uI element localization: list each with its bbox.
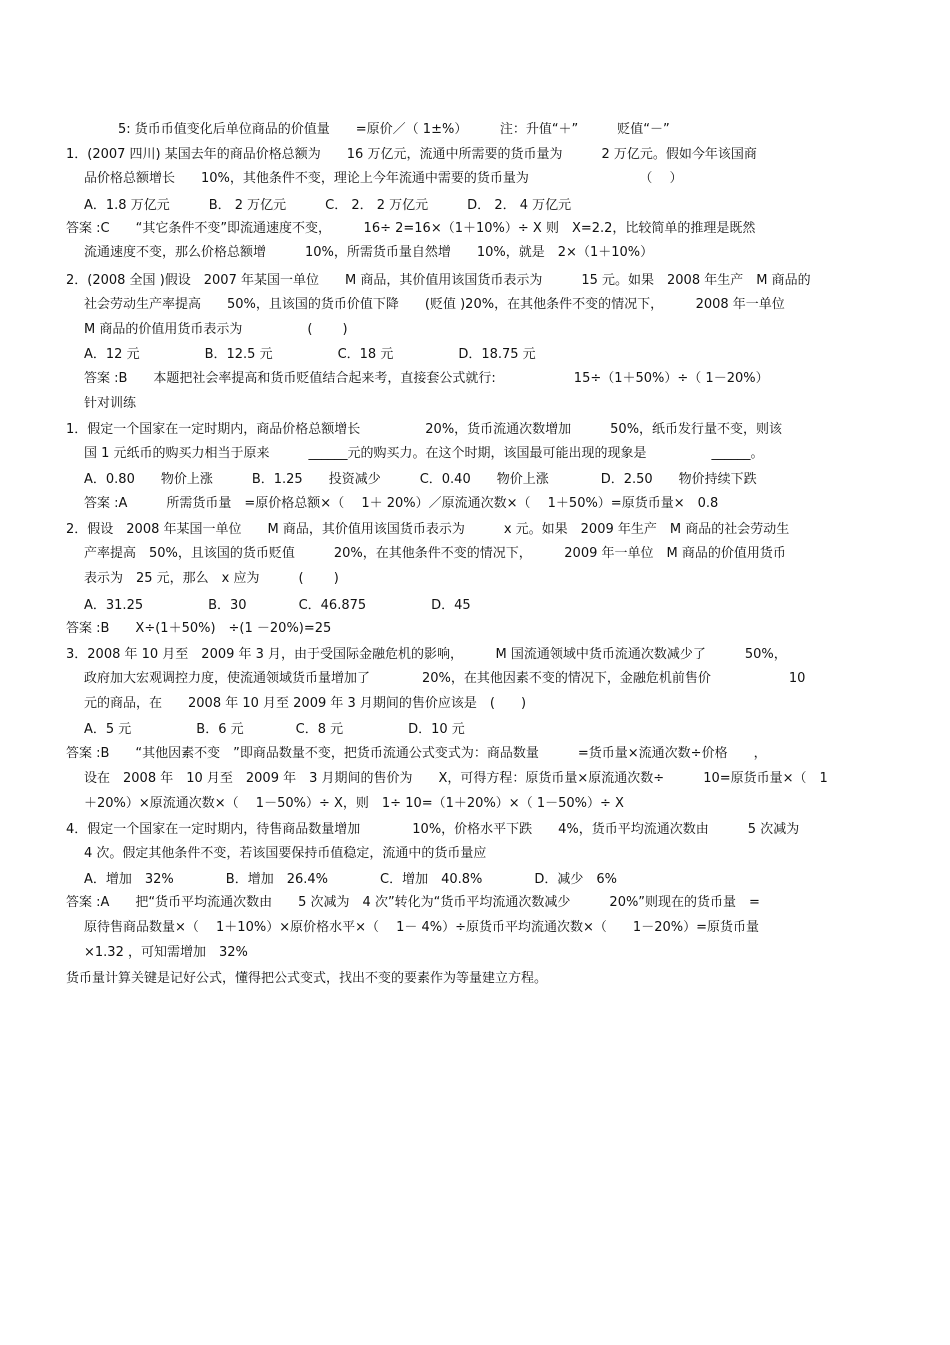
practice-4-answer-line-1: 答案 :A 把“货币平均流通次数由 5 次减为 4 次”转化为“货币平均流通次数减少 20%”则现在的货币量 =	[66, 895, 760, 910]
example-2-answer: 答案 :B 本题把社会率提高和货币贬值结合起来考，直接套公式就行: 15÷（1＋50%）÷（ 1－20%）	[84, 371, 769, 386]
practice-4-answer-line-2: 原待售商品数量×（ 1＋10%）×原价格水平×（ 1－ 4%）÷原货币平均流通次数×（ 1－20%）=原货币量	[84, 920, 759, 935]
example-1-question-line-2: 品价格总额增长 10%，其他条件不变，理论上今年流通中需要的货币量为 （ ）	[84, 171, 683, 186]
example-1-options: A．1.8 万亿元 B． 2 万亿元 C． 2． 2 万亿元 D． 2． 4 万亿元	[84, 198, 572, 213]
practice-2-question-line-2: 产率提高 50%，且该国的货币贬值 20%，在其他条件不变的情况下， 2009 年一单位 M 商品的价值用货币	[84, 546, 786, 561]
example-1-answer-line-2: 流通速度不变，那么价格总额增 10%，所需货币量自然增 10%，就是 2×（1＋10%）	[84, 245, 654, 260]
formula-note: 5: 货币币值变化后单位商品的价值量 =原价／（ 1±%） 注：升值“＋” 贬值“－”	[118, 122, 670, 137]
section-heading-practice: 针对训练	[84, 396, 137, 411]
practice-3-answer-line-1: 答案 :B “其他因素不变 ”即商品数量不变，把货币流通公式变式为：商品数量 =货币量×流通次数÷价格 ，	[66, 746, 767, 761]
practice-2-options: A．31.25 B．30 C．46.875 D．45	[84, 598, 471, 613]
practice-3-question-line-1: 3．2008 年 10 月至 2009 年 3 月，由于受国际金融危机的影响， M 国流通领域中货币流通次数减少了 50%，	[66, 647, 787, 662]
practice-3-question-line-2: 政府加大宏观调控力度，使流通领域货币量增加了 20%，在其他因素不变的情况下，金融危机前售价 10	[84, 671, 806, 686]
example-2-question-line-1: 2．(2008 全国 )假设 2007 年某国一单位 M 商品，其价值用该国货币表示为 15 元。如果 2008 年生产 M 商品的	[66, 273, 811, 288]
practice-2-question-line-1: 2．假设 2008 年某国一单位 M 商品，其价值用该国货币表示为 x 元。如果 2009 年生产 M 商品的社会劳动生	[66, 522, 790, 537]
practice-2-question-line-3: 表示为 25 元，那么 x 应为 ( )	[84, 571, 339, 586]
practice-4-question-line-2: 4 次。假定其他条件不变，若该国要保持币值稳定，流通中的货币量应	[84, 846, 487, 861]
practice-2-answer: 答案 :B X÷(1＋50%) ÷(1 －20%)=25	[66, 621, 332, 636]
practice-1-answer: 答案 :A 所需货币量 =原价格总额×（ 1＋ 20%）／原流通次数×（ 1＋50%）=原货币量× 0.8	[84, 496, 719, 511]
summary-note: 货币量计算关键是记好公式，懂得把公式变式，找出不变的要素作为等量建立方程。	[66, 971, 548, 986]
example-2-question-line-2: 社会劳动生产率提高 50%，且该国的货币价值下降 (贬值 )20%，在其他条件不变的情况下， 2008 年一单位	[84, 297, 785, 312]
practice-3-answer-line-2: 设在 2008 年 10 月至 2009 年 3 月期间的售价为 X，可得方程：原货币量×原流通次数÷ 10=原货币量×（ 1	[84, 771, 828, 786]
practice-3-answer-line-3: ＋20%）×原流通次数×（ 1－50%）÷ X，则 1÷ 10=（1＋20%）×（ 1－50%）÷ X	[84, 796, 624, 811]
practice-1-question-line-2: 国 1 元纸币的购买力相当于原来 ______元的购买力。在这个时期，该国最可能出现的现象是 ______。	[84, 446, 764, 461]
practice-1-options: A．0.80 物价上涨 B．1.25 投资减少 C．0.40 物价上涨 D．2.50 物价持续下跌	[84, 472, 757, 487]
practice-4-options: A．增加 32% B．增加 26.4% C．增加 40.8% D．减少 6%	[84, 872, 618, 887]
practice-3-question-line-3: 元的商品，在 2008 年 10 月至 2009 年 3 月期间的售价应该是 ( )	[84, 696, 527, 711]
example-1-answer-line-1: 答案 :C “其它条件不变”即流通速度不变， 16÷ 2=16×（1＋10%）÷ X 则 X=2.2，比较简单的推理是既然	[66, 221, 756, 236]
example-1-question-line-1: 1．(2007 四川) 某国去年的商品价格总额为 16 万亿元，流通中所需要的货币量为 2 万亿元。假如今年该国商	[66, 147, 757, 162]
practice-1-question-line-1: 1．假定一个国家在一定时期内，商品价格总额增长 20%，货币流通次数增加 50%，纸币发行量不变，则该	[66, 422, 783, 437]
practice-3-options: A．5 元 B．6 元 C．8 元 D．10 元	[84, 722, 465, 737]
example-2-options: A．12 元 B．12.5 元 C．18 元 D．18.75 元	[84, 347, 536, 362]
practice-4-answer-line-3: ×1.32 ，可知需增加 32%	[84, 945, 248, 960]
practice-4-question-line-1: 4．假定一个国家在一定时期内，待售商品数量增加 10%，价格水平下跌 4%，货币平均流通次数由 5 次减为	[66, 822, 800, 837]
example-2-question-line-3: M 商品的价值用货币表示为 ( )	[84, 322, 348, 337]
